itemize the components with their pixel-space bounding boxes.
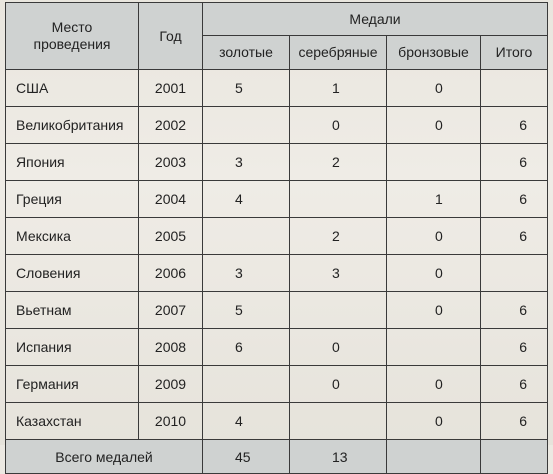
header-total: Итого [481,36,548,70]
cell-venue: Словения [6,255,139,292]
table-row [6,107,548,144]
table-row [6,181,548,218]
cell-gold [203,218,290,255]
cell-total: 6 [481,403,548,440]
table-header [6,3,548,70]
cell-silver [290,181,387,218]
cell-silver: 0 [290,366,387,403]
cell-venue: Япония [6,144,139,181]
cell-venue: США [6,70,139,107]
cell-year: 2007 [139,292,203,329]
cell-bronze: 1 [387,181,481,218]
cell-venue: Германия [6,366,139,403]
cell-gold [203,107,290,144]
cell-total: 6 [481,329,548,366]
cell-total: 6 [481,107,548,144]
header-medals: Медали [203,3,548,36]
cell-bronze [387,144,481,181]
cell-year: 2004 [139,181,203,218]
cell-total: 6 [481,218,548,255]
cell-bronze: 0 [387,403,481,440]
header-bronze: бронзовые [387,36,481,70]
medals-table [5,2,548,474]
cell-gold: 5 [203,292,290,329]
header-gold: золотые [203,36,290,70]
cell-gold: 6 [203,329,290,366]
footer-gold: 45 [203,440,290,474]
cell-gold: 3 [203,255,290,292]
cell-year: 2010 [139,403,203,440]
cell-venue: Великобритания [6,107,139,144]
cell-venue: Мексика [6,218,139,255]
cell-silver: 3 [290,255,387,292]
cell-year: 2006 [139,255,203,292]
cell-year: 2008 [139,329,203,366]
header-year: Год [139,3,203,70]
header-silver: серебряные [290,36,387,70]
cell-bronze: 0 [387,292,481,329]
footer-silver: 13 [290,440,387,474]
cell-bronze: 0 [387,107,481,144]
cell-year: 2009 [139,366,203,403]
cell-bronze: 0 [387,70,481,107]
table-row [6,144,548,181]
cell-silver [290,403,387,440]
cell-silver: 2 [290,144,387,181]
cell-year: 2001 [139,70,203,107]
cell-total: 6 [481,144,548,181]
table-row [6,218,548,255]
table-row [6,255,548,292]
cell-total: 6 [481,181,548,218]
table-row [6,70,548,107]
cell-silver: 0 [290,329,387,366]
cell-bronze: 0 [387,255,481,292]
table-body [6,70,548,440]
cell-silver [290,292,387,329]
cell-bronze [387,329,481,366]
cell-gold [203,366,290,403]
table-row [6,292,548,329]
cell-bronze: 0 [387,218,481,255]
cell-year: 2002 [139,107,203,144]
cell-venue: Казахстан [6,403,139,440]
cell-gold: 4 [203,181,290,218]
cell-gold: 3 [203,144,290,181]
cell-total [481,70,548,107]
table-row [6,403,548,440]
cell-venue: Греция [6,181,139,218]
header-venue: Место проведения [6,3,139,70]
cell-gold: 4 [203,403,290,440]
cell-year: 2005 [139,218,203,255]
cell-total: 6 [481,292,548,329]
cell-year: 2003 [139,144,203,181]
cell-venue: Испания [6,329,139,366]
cell-venue: Вьетнам [6,292,139,329]
cell-silver: 1 [290,70,387,107]
cell-bronze: 0 [387,366,481,403]
cell-total: 6 [481,366,548,403]
table-row [6,366,548,403]
footer-label: Всего медалей [6,440,203,474]
cell-silver: 2 [290,218,387,255]
cell-silver: 0 [290,107,387,144]
cell-total [481,255,548,292]
cell-gold: 5 [203,70,290,107]
table-row [6,329,548,366]
